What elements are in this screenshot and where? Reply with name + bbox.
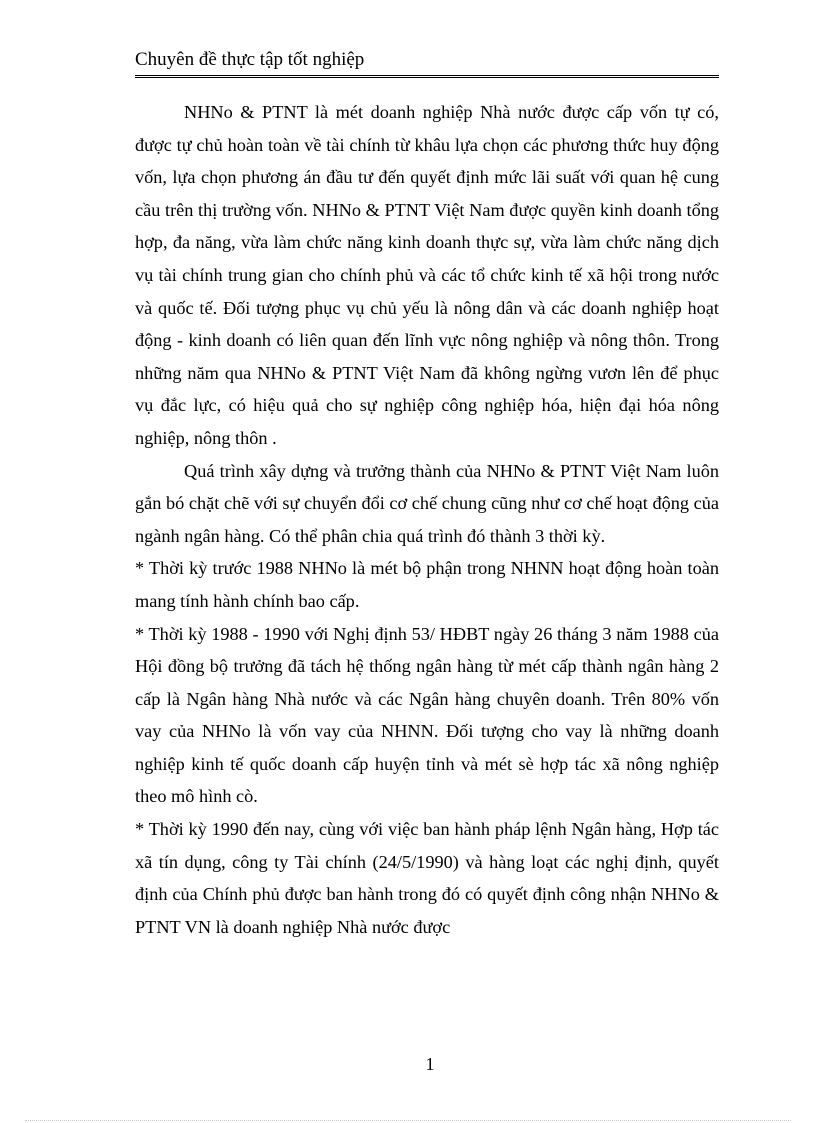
page-header-title: Chuyên đề thực tập tốt nghiệp [135,48,719,78]
paragraph-period-1990-present: * Thời kỳ 1990 đến nay, cùng với việc ban hành pháp lệnh Ngân hàng, Hợp tác xã tín dụng, công ty Tài chính (24/5/1990) và hàng loạt các nghị định, quyết định của Chính phủ được ban hành trong đó có quyết định công nhận NHNo & PTNT VN là doanh nghiệp Nhà nước được [135,819,719,937]
paragraph-development-process: Quá trình xây dựng và trưởng thành của NHNo & PTNT Việt Nam luôn gắn bó chặt chẽ với sự chuyển đổi cơ chế chung cũng như cơ chế hoạt động của ngành ngân hàng. Có thể phân chia quá trình đó thành 3 thời kỳ. [135,460,719,546]
paragraph-agribank-overview: NHNo & PTNT là mét doanh nghiệp Nhà nước được cấp vốn tự có, được tự chủ hoàn toàn về tài chính từ khâu lựa chọn các phương thức huy động vốn, lựa chọn phương án đầu tư đến quyết định mức lãi suất với quan hệ cung cầu trên thị trường vốn. NHNo & PTNT Việt Nam được quyền kinh doanh tổng hợp, đa năng, vừa làm chức năng kinh doanh thực sự, vừa làm chức năng dịch vụ tài chính trung gian cho chính phủ và các tổ chức kinh tế xã hội trong nước và quốc tế. Đối tượng phục vụ chủ yếu là nông dân và các doanh nghiệp hoạt động - kinh doanh có liên quan đến lĩnh vực nông nghiệp và nông thôn. Trong những năm qua NHNo & PTNT Việt Nam đã không ngừng vươn lên để phục vụ đắc lực, có hiệu quả cho sự nghiệp công nghiệp hóa, hiện đại hóa nông nghiệp, nông thôn . [135,102,719,448]
paragraph-period-before-1988: * Thời kỳ trước 1988 NHNo là mét bộ phận trong NHNN hoạt động hoàn toàn mang tính hành chính bao cấp. [135,558,719,611]
document-body [135,96,719,943]
paragraph-period-1988-1990: * Thời kỳ 1988 - 1990 với Nghị định 53/ HĐBT ngày 26 tháng 3 năm 1988 của Hội đồng bộ trưởng đã tách hệ thống ngân hàng từ mét cấp thành ngân hàng 2 cấp là Ngân hàng Nhà nước và các Ngân hàng chuyên doanh. Trên 80% vốn vay của NHNo là vốn vay của NHNN. Đối tượng cho vay là những doanh nghiệp kinh tế quốc doanh cấp huyện tỉnh và mét sè hợp tác xã nông nghiệp theo mô hình cò. [135,623,719,807]
page-bottom-edge [25,1120,791,1121]
page-number: 1 [425,1054,435,1074]
